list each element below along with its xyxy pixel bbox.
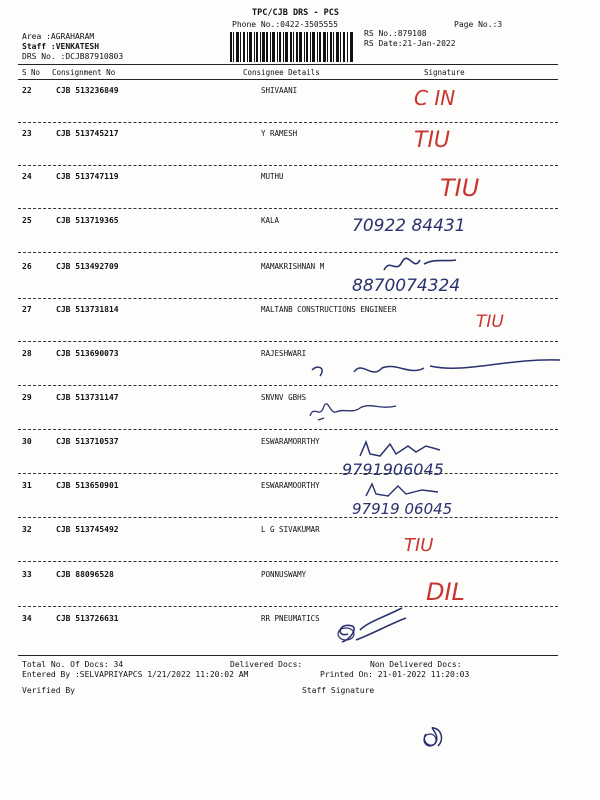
row-consignment: CJB 513731147 xyxy=(56,393,119,402)
row-consignment: CJB 513719365 xyxy=(56,216,119,225)
barcode-image xyxy=(230,32,354,62)
total-docs: Total No. Of Docs: 34 xyxy=(22,660,124,669)
handwritten-note: 97919 06045 xyxy=(352,500,453,518)
row-divider xyxy=(18,429,558,430)
row-divider xyxy=(18,165,558,166)
row-consignee: L G SIVAKUMAR xyxy=(261,525,320,534)
handwritten-note: 70922 84431 xyxy=(352,216,466,236)
handwritten-note: 8870074324 xyxy=(352,276,461,296)
table-row xyxy=(0,262,600,306)
table-row xyxy=(0,305,600,349)
entered-by: Entered By :SELVAPRIYAPCS 1/21/2022 11:20:02 AM xyxy=(22,670,249,679)
row-divider xyxy=(18,341,558,342)
row-consignee: SNVNV GBHS xyxy=(261,393,307,402)
staff-signature: Staff Signature xyxy=(302,686,375,695)
row-sno: 34 xyxy=(22,614,32,623)
staff-label: Staff :VENKATESH xyxy=(22,42,100,51)
row-sno: 33 xyxy=(22,570,32,579)
table-row xyxy=(0,129,600,173)
phone-number: Phone No.:0422-3505555 xyxy=(232,20,338,29)
column-signature: Signature xyxy=(424,68,465,77)
row-consignment: CJB 513747119 xyxy=(56,172,119,181)
handwritten-note: TIU xyxy=(476,312,504,332)
footer-divider xyxy=(18,655,558,656)
row-consignment: CJB 513690073 xyxy=(56,349,119,358)
row-consignee: ESWARAMOORTHY xyxy=(261,481,320,490)
verified-by: Verified By xyxy=(22,686,75,695)
row-consignment: CJB 513710537 xyxy=(56,437,119,446)
handwritten-note: DIL xyxy=(426,578,465,606)
handwritten-note: TIU xyxy=(440,174,480,202)
rs-date: RS Date:21-Jan-2022 xyxy=(364,39,456,48)
row-divider xyxy=(18,252,558,253)
table-row xyxy=(0,86,600,130)
row-sno: 32 xyxy=(22,525,32,534)
row-divider xyxy=(18,208,558,209)
handwritten-note: 9791906045 xyxy=(342,460,444,479)
row-consignment: CJB 513726631 xyxy=(56,614,119,623)
non-delivered-docs: Non Delivered Docs: xyxy=(370,660,462,669)
table-row xyxy=(0,525,600,569)
signature-scribble xyxy=(300,390,410,426)
row-consignee: RR PNEUMATICS xyxy=(261,614,320,623)
printed-on: Printed On: 21-01-2022 11:20:03 xyxy=(320,670,470,679)
row-sno: 29 xyxy=(22,393,32,402)
drs-number: DRS No. :DCJB87910803 xyxy=(22,52,124,61)
signature-scribble xyxy=(332,604,412,648)
handwritten-note: C IN xyxy=(414,86,456,110)
row-consignee: KALA xyxy=(261,216,280,225)
row-sno: 22 xyxy=(22,86,32,95)
row-sno: 30 xyxy=(22,437,32,446)
signature-scribble xyxy=(356,436,446,462)
row-consignee: PONNUSWAMY xyxy=(261,570,307,579)
signature-scribble xyxy=(380,254,460,276)
table-row xyxy=(0,614,600,658)
row-consignee: RAJESHWARI xyxy=(261,349,307,358)
row-divider xyxy=(18,606,558,607)
row-consignee: ESWARAMORRTHY xyxy=(261,437,320,446)
column-consignment: Consignment No xyxy=(52,68,116,77)
row-sno: 26 xyxy=(22,262,32,271)
row-consignment: CJB 513731814 xyxy=(56,305,119,314)
handwritten-note: TIU xyxy=(404,535,434,556)
row-consignment: CJB 513650901 xyxy=(56,481,119,490)
row-divider xyxy=(18,561,558,562)
row-consignee: Y RAMESH xyxy=(261,129,298,138)
row-consignee: SHIVAANI xyxy=(261,86,298,95)
document-title: TPC/CJB DRS - PCS xyxy=(252,8,339,18)
row-divider xyxy=(18,122,558,123)
row-consignment: CJB 88096528 xyxy=(56,570,114,579)
page-number: Page No.:3 xyxy=(454,20,503,29)
row-consignment: CJB 513236849 xyxy=(56,86,119,95)
area-label: Area :AGRAHARAM xyxy=(22,32,95,41)
signature-scribble xyxy=(418,722,448,752)
row-consignee: MALTANB CONSTRUCTIONS ENGINEER xyxy=(261,305,397,314)
column-divider xyxy=(18,79,558,80)
signature-scribble xyxy=(306,354,566,384)
header-divider xyxy=(18,64,558,65)
rs-number: RS No.:879108 xyxy=(364,29,427,38)
table-row xyxy=(0,216,600,260)
table-row xyxy=(0,481,600,525)
row-consignment: CJB 513492709 xyxy=(56,262,119,271)
row-divider xyxy=(18,298,558,299)
handwritten-note: TIU xyxy=(414,128,451,153)
column-consignee: Consignee Details xyxy=(243,68,320,77)
row-sno: 25 xyxy=(22,216,32,225)
row-divider xyxy=(18,385,558,386)
table-row xyxy=(0,437,600,481)
row-consignment: CJB 513745492 xyxy=(56,525,119,534)
row-sno: 23 xyxy=(22,129,32,138)
row-consignment: CJB 513745217 xyxy=(56,129,119,138)
row-consignee: MAMAKRISHNAN M xyxy=(261,262,325,271)
row-sno: 27 xyxy=(22,305,32,314)
column-sno: S No xyxy=(22,68,41,77)
table-row xyxy=(0,172,600,216)
delivered-docs: Delivered Docs: xyxy=(230,660,303,669)
row-sno: 24 xyxy=(22,172,32,181)
table-row xyxy=(0,570,600,614)
row-sno: 31 xyxy=(22,481,32,490)
row-divider xyxy=(18,517,558,518)
row-consignee: MUTHU xyxy=(261,172,284,181)
signature-scribble xyxy=(362,480,442,500)
row-divider xyxy=(18,473,558,474)
row-sno: 28 xyxy=(22,349,32,358)
